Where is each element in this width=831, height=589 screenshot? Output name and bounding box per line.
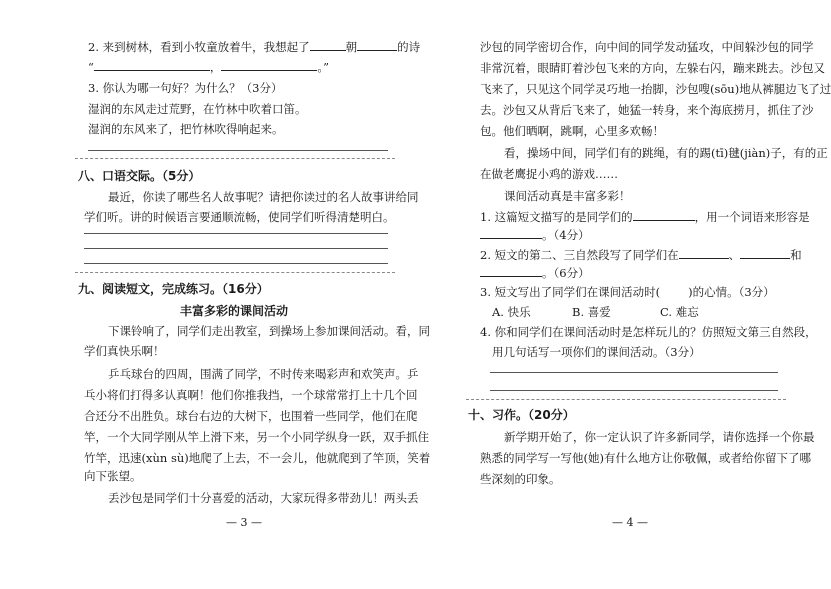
passage-line: 向下张望。 bbox=[84, 469, 142, 483]
q2-text-c: 的诗 bbox=[397, 40, 421, 54]
passage-line: 乒乓球台的四周，围满了同学，不时传来喝彩声和欢笑声。乒 bbox=[108, 367, 419, 381]
question-3 bbox=[480, 285, 775, 299]
q2-text-a: 2. 来到树林，看到小牧童放着牛，我想起了 bbox=[88, 40, 310, 54]
section-10-para-3: 些深刻的印象。 bbox=[480, 472, 561, 486]
passage-line: 丢沙包是同学们十分喜爱的活动，大家玩得多带劲儿！两头丢 bbox=[108, 491, 419, 505]
q1-text-a: 1. 这篇短文描写的是同学们的 bbox=[480, 210, 633, 224]
section-9-title: 九、阅读短文，完成练习。（16分） bbox=[78, 282, 269, 296]
passage-line: 乓小将们打得多认真啊！他们你推我挡，一个球常常打上十几个回 bbox=[84, 388, 418, 402]
q2-line1 bbox=[88, 40, 420, 54]
blank[interactable] bbox=[633, 210, 695, 221]
passage-line: 学们真快乐啊！ bbox=[84, 344, 165, 358]
q3-question: 3. 你认为哪一句好？为什么？（3分） bbox=[88, 81, 283, 95]
answer-line[interactable] bbox=[490, 390, 778, 391]
blank[interactable] bbox=[679, 248, 729, 259]
blank[interactable] bbox=[94, 60, 210, 71]
passage-line: 看，操场中间，同学们有的跳绳，有的踢(tī)毽(jiàn)子，有的正 bbox=[504, 146, 828, 160]
blank[interactable] bbox=[740, 248, 790, 259]
passage-line: 沙包的同学密切合作，向中间的同学发动猛攻，中间躲沙包的同学 bbox=[480, 40, 814, 54]
section-divider bbox=[75, 158, 395, 159]
section-divider bbox=[75, 272, 395, 273]
passage-line: 竹竿，迅速(xùn sù)地爬了上去，不一会儿，他就爬到了竿顶，笑着 bbox=[84, 451, 431, 465]
q3-option-a[interactable]: A. 快乐 bbox=[492, 305, 531, 319]
question-4: 4. 你和同学们在课间活动时是怎样玩儿的？仿照短文第三自然段， bbox=[480, 325, 817, 339]
q2-end: 。 bbox=[317, 60, 324, 74]
question-1-cont bbox=[480, 228, 590, 242]
q3-option-c[interactable]: C. 难忘 bbox=[660, 305, 699, 319]
q2r-text-c: 和 bbox=[790, 248, 802, 262]
answer-line[interactable] bbox=[84, 233, 388, 234]
passage-line: 非常沉着，眼睛盯着沙包飞来的方向，左躲右闪，蹦来跳去。沙包又 bbox=[480, 61, 825, 75]
question-1 bbox=[480, 210, 810, 224]
q3r-text-b: )的心情。（3分） bbox=[688, 285, 775, 299]
passage-line: 合还分不出胜负。球台右边的大树下，也围着一些同学，他们在爬 bbox=[84, 409, 418, 423]
q2r-text-a: 2. 短文的第二、三自然段写了同学们在 bbox=[480, 248, 679, 262]
passage-line: 下课铃响了，同学们走出教室，到操场上参加课间活动。看，同 bbox=[108, 324, 430, 338]
section-8-para-2: 学们听。讲的时候语言要通顺流畅，使同学们听得清楚明白。 bbox=[84, 210, 395, 224]
passage-title: 丰富多彩的课间活动 bbox=[180, 304, 289, 318]
q2r-text-b: 、 bbox=[728, 248, 741, 262]
section-10-para-2: 熟悉的同学写一写他(她)有什么地方让你敬佩，或者给你留下了哪 bbox=[480, 451, 811, 465]
passage-line: 包。他们晒啊，跳啊，心里多欢畅！ bbox=[480, 124, 664, 138]
passage-line: 在做老鹰捉小鸡的游戏…… bbox=[480, 167, 618, 181]
answer-line[interactable] bbox=[84, 263, 388, 264]
q2-text-b: 朝 bbox=[345, 40, 358, 54]
question-4-cont: 用几句话写一项你们的课间活动。（3分） bbox=[492, 345, 701, 359]
blank[interactable] bbox=[221, 60, 317, 71]
blank[interactable] bbox=[310, 40, 346, 51]
q3-option-2: 湿润的东风来了，把竹林吹得响起来。 bbox=[88, 122, 284, 136]
section-8-title: 八、口语交际。（5分） bbox=[78, 169, 201, 183]
section-10-para-1: 新学期开始了，你一定认识了许多新同学，请你选择一个你最 bbox=[504, 430, 815, 444]
blank[interactable] bbox=[480, 266, 542, 277]
q2-line2: “ ， 。” bbox=[88, 60, 330, 74]
q2r-text-d: 。（6分） bbox=[542, 266, 590, 280]
answer-line[interactable] bbox=[84, 248, 388, 249]
section-8-para-1: 最近，你读了哪些名人故事呢？请把你读过的名人故事讲给同 bbox=[108, 190, 419, 204]
passage-line: 竿，一个大同学刚从竿上滑下来，另一个小同学纵身一跃，双手抓住 bbox=[84, 430, 429, 444]
answer-line[interactable] bbox=[88, 150, 388, 151]
blank[interactable] bbox=[480, 228, 542, 239]
page-number: — 3 — bbox=[226, 516, 262, 529]
answer-line[interactable] bbox=[490, 372, 778, 373]
q1-text-b: ，用一个词语来形容是 bbox=[694, 210, 810, 224]
question-2 bbox=[480, 248, 802, 262]
q3-option-1: 湿润的东风走过荒野，在竹林中吹着口笛。 bbox=[88, 102, 307, 116]
passage-line: 飞来了，只见这个同学灵巧地一抬脚，沙包嗖(sōu)地从裤腿边飞了过 bbox=[480, 82, 831, 96]
q1-text-c: 。（4分） bbox=[542, 228, 590, 242]
passage-line: 课间活动真是丰富多彩！ bbox=[504, 189, 631, 203]
page-number: — 4 — bbox=[612, 516, 648, 529]
q3r-text-a: 3. 短文写出了同学们在课间活动时( bbox=[480, 285, 661, 299]
section-10-title: 十、习作。（20分） bbox=[468, 408, 575, 422]
q3-option-b[interactable]: B. 喜爱 bbox=[572, 305, 611, 319]
section-divider bbox=[466, 399, 786, 400]
question-2-cont bbox=[480, 266, 590, 280]
blank[interactable] bbox=[357, 40, 397, 51]
passage-line: 去。沙包又从背后飞来了，她猛一转身，来个海底捞月，抓住了沙 bbox=[480, 103, 814, 117]
